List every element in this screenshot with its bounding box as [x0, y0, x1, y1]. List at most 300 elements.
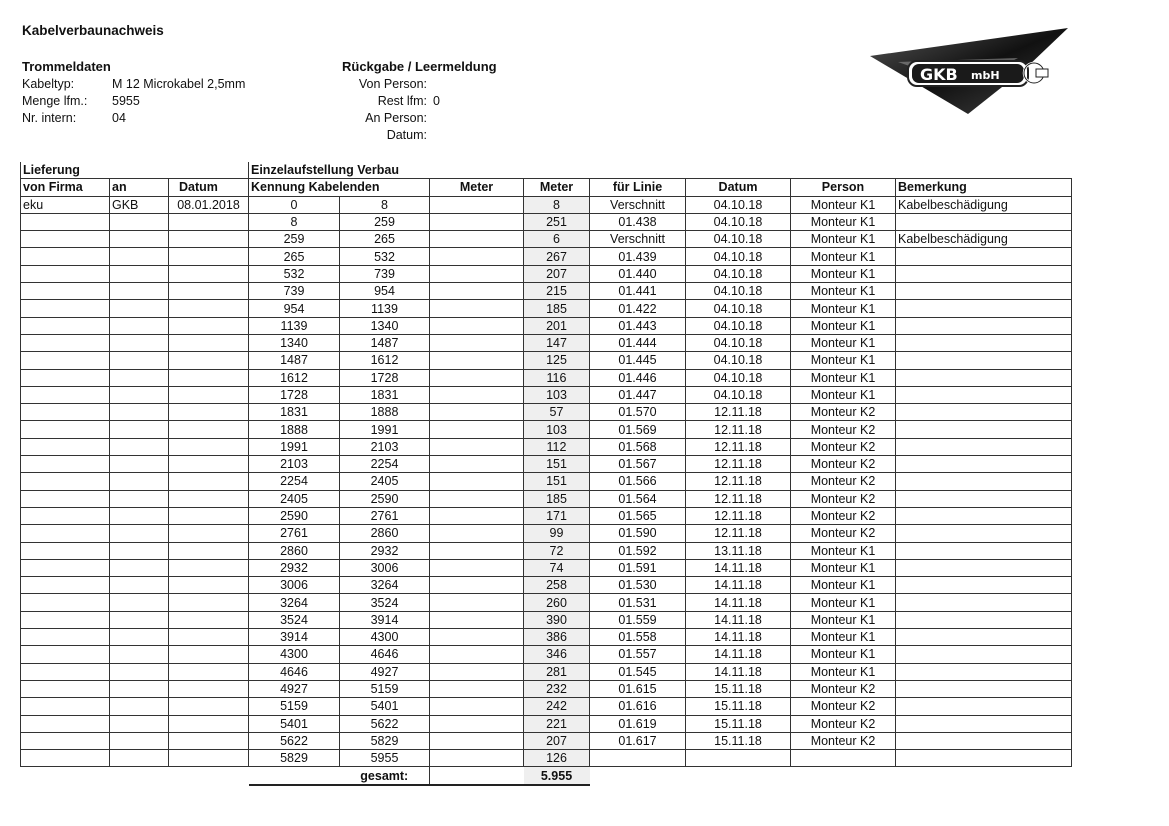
cell-kabelende-bis: 1831: [340, 386, 430, 403]
cell-bemerkung: [896, 577, 1072, 594]
cell-bemerkung: [896, 421, 1072, 438]
cell-kabelende-bis: 2405: [340, 473, 430, 490]
cell-von-firma: eku: [21, 196, 110, 213]
cell-von-firma: [21, 629, 110, 646]
cell-bemerkung: [896, 559, 1072, 576]
cell-meter: 201: [524, 317, 590, 334]
cell-an: [110, 594, 169, 611]
table-row: [21, 473, 1072, 490]
cell-von-firma: [21, 369, 110, 386]
cell-kabelende-von: 1340: [249, 334, 340, 351]
cell-datum: 12.11.18: [686, 438, 791, 455]
cell-kabelende-bis: 1888: [340, 404, 430, 421]
cell-kabelende-bis: 2103: [340, 438, 430, 455]
cell-von-firma: [21, 248, 110, 265]
cell-fuer-linie: 01.445: [590, 352, 686, 369]
field-label: Datum:: [386, 128, 427, 142]
cell-meter-1: [430, 369, 524, 386]
cell-meter: 103: [524, 421, 590, 438]
cell-kabelende-von: 4300: [249, 646, 340, 663]
cell-von-firma: [21, 213, 110, 230]
cell-kabelende-von: 1888: [249, 421, 340, 438]
cell-kabelende-bis: 1139: [340, 300, 430, 317]
cell-an: [110, 421, 169, 438]
cell-datum-lieferung: [169, 577, 249, 594]
cell-meter: 171: [524, 507, 590, 524]
cell-person: Monteur K2: [791, 456, 896, 473]
cell-meter: 99: [524, 525, 590, 542]
cell-datum: 04.10.18: [686, 300, 791, 317]
cell-fuer-linie: 01.443: [590, 317, 686, 334]
cell-kabelende-von: 2932: [249, 559, 340, 576]
cell-datum: 04.10.18: [686, 265, 791, 282]
cell-an: [110, 404, 169, 421]
cell-meter-1: [430, 715, 524, 732]
cell-meter: 74: [524, 559, 590, 576]
table-row: [21, 369, 1072, 386]
table-row: [21, 646, 1072, 663]
cell-datum-lieferung: [169, 265, 249, 282]
group-einzelaufstellung: Einzelaufstellung Verbau: [249, 162, 1072, 179]
table-body: [21, 196, 1072, 767]
cell-datum-lieferung: [169, 715, 249, 732]
cell-meter-1: [430, 404, 524, 421]
cell-an: [110, 473, 169, 490]
cell-meter-1: [430, 213, 524, 230]
cell-fuer-linie: 01.619: [590, 715, 686, 732]
table-row: [21, 317, 1072, 334]
cell-datum-lieferung: [169, 559, 249, 576]
table-row: [21, 248, 1072, 265]
cell-kabelende-bis: 4646: [340, 646, 430, 663]
cell-person: Monteur K2: [791, 715, 896, 732]
rueckgabe-fields: [342, 76, 473, 144]
column-header-row: [21, 179, 1072, 196]
trommeldaten-heading: Trommeldaten: [22, 59, 111, 74]
cell-datum-lieferung: [169, 732, 249, 749]
cell-meter: 185: [524, 300, 590, 317]
cell-fuer-linie: 01.569: [590, 421, 686, 438]
cell-datum: 12.11.18: [686, 421, 791, 438]
cell-person: Monteur K2: [791, 490, 896, 507]
cell-meter: 6: [524, 231, 590, 248]
cell-an: [110, 231, 169, 248]
table-row: [21, 680, 1072, 697]
cell-von-firma: [21, 715, 110, 732]
col-bemerkung: Bemerkung: [896, 179, 1072, 196]
field-value: 5955: [112, 94, 140, 108]
cell-meter: 185: [524, 490, 590, 507]
cell-von-firma: [21, 680, 110, 697]
cell-person: Monteur K1: [791, 629, 896, 646]
cell-kabelende-bis: 5159: [340, 680, 430, 697]
cell-meter: 8: [524, 196, 590, 213]
cell-meter-1: [430, 577, 524, 594]
gkb-logo: [868, 28, 1074, 116]
cell-kabelende-bis: 1340: [340, 317, 430, 334]
table-row: [21, 663, 1072, 680]
table-row: [21, 490, 1072, 507]
cell-datum-lieferung: [169, 698, 249, 715]
cell-von-firma: [21, 283, 110, 300]
cell-meter-1: [430, 386, 524, 403]
cell-datum: 14.11.18: [686, 559, 791, 576]
cell-meter: 72: [524, 542, 590, 559]
cell-fuer-linie: 01.615: [590, 680, 686, 697]
cell-meter: 260: [524, 594, 590, 611]
cell-kabelende-bis: 5622: [340, 715, 430, 732]
cell-datum-lieferung: [169, 525, 249, 542]
col-person: Person: [791, 179, 896, 196]
cell-bemerkung: [896, 507, 1072, 524]
cell-datum-lieferung: [169, 300, 249, 317]
cell-datum: 04.10.18: [686, 283, 791, 300]
cell-fuer-linie: 01.592: [590, 542, 686, 559]
cell-meter: 258: [524, 577, 590, 594]
field-value: 0: [433, 94, 440, 108]
cell-an: [110, 698, 169, 715]
cell-person: Monteur K1: [791, 231, 896, 248]
cell-person: Monteur K1: [791, 300, 896, 317]
cell-fuer-linie: 01.444: [590, 334, 686, 351]
cell-person: Monteur K2: [791, 680, 896, 697]
cell-fuer-linie: 01.558: [590, 629, 686, 646]
cell-kabelende-bis: 2761: [340, 507, 430, 524]
table-row: [21, 404, 1072, 421]
table-row: [21, 283, 1072, 300]
cell-von-firma: [21, 265, 110, 282]
cell-person: Monteur K1: [791, 646, 896, 663]
svg-text:GKB: GKB: [920, 65, 958, 84]
cell-an: [110, 456, 169, 473]
cell-person: Monteur K1: [791, 594, 896, 611]
cell-fuer-linie: 01.557: [590, 646, 686, 663]
cell-person: [791, 750, 896, 767]
cell-kabelende-bis: 2932: [340, 542, 430, 559]
cell-bemerkung: [896, 248, 1072, 265]
table-row: [21, 698, 1072, 715]
cell-meter: 215: [524, 283, 590, 300]
cell-datum-lieferung: [169, 248, 249, 265]
cell-datum-lieferung: [169, 646, 249, 663]
svg-text:mbH: mbH: [971, 69, 1000, 82]
cell-kabelende-bis: 259: [340, 213, 430, 230]
cell-meter-1: [430, 265, 524, 282]
cell-bemerkung: [896, 283, 1072, 300]
table-row: [21, 542, 1072, 559]
table-row: [21, 352, 1072, 369]
cell-person: Monteur K1: [791, 334, 896, 351]
col-an: an: [110, 179, 169, 196]
cell-fuer-linie: 01.438: [590, 213, 686, 230]
cell-datum-lieferung: [169, 213, 249, 230]
total-value: 5.955: [524, 767, 590, 785]
cell-an: [110, 542, 169, 559]
field-kabeltyp: [22, 76, 245, 93]
field-label: Nr. intern:: [22, 111, 77, 125]
cell-fuer-linie: 01.591: [590, 559, 686, 576]
table-row: [21, 334, 1072, 351]
cell-fuer-linie: Verschnitt: [590, 231, 686, 248]
cell-an: [110, 629, 169, 646]
cell-person: Monteur K2: [791, 438, 896, 455]
cell-datum: 14.11.18: [686, 629, 791, 646]
group-lieferung: Lieferung: [21, 162, 249, 179]
cell-datum-lieferung: [169, 317, 249, 334]
cell-von-firma: [21, 490, 110, 507]
cell-von-firma: [21, 646, 110, 663]
cell-kabelende-bis: 1612: [340, 352, 430, 369]
cell-fuer-linie: 01.446: [590, 369, 686, 386]
cell-person: Monteur K2: [791, 404, 896, 421]
cell-an: [110, 317, 169, 334]
cell-person: Monteur K1: [791, 352, 896, 369]
cell-meter: 207: [524, 265, 590, 282]
cell-meter: 151: [524, 473, 590, 490]
cell-an: [110, 577, 169, 594]
table-row: [21, 559, 1072, 576]
cell-meter-1: [430, 629, 524, 646]
cell-datum-lieferung: [169, 404, 249, 421]
cell-datum: 04.10.18: [686, 369, 791, 386]
cell-kabelende-bis: 954: [340, 283, 430, 300]
cell-von-firma: [21, 663, 110, 680]
cell-meter-1: [430, 283, 524, 300]
cell-kabelende-bis: 4300: [340, 629, 430, 646]
cell-bemerkung: [896, 334, 1072, 351]
cell-von-firma: [21, 334, 110, 351]
cell-von-firma: [21, 577, 110, 594]
cell-datum-lieferung: [169, 542, 249, 559]
cell-person: Monteur K1: [791, 248, 896, 265]
cell-kabelende-von: 2590: [249, 507, 340, 524]
gkb-logo-icon: [868, 28, 1074, 116]
table-row: [21, 594, 1072, 611]
cell-fuer-linie: 01.568: [590, 438, 686, 455]
cell-an: [110, 732, 169, 749]
cell-meter: 207: [524, 732, 590, 749]
cell-an: [110, 265, 169, 282]
table-row: [21, 300, 1072, 317]
cell-person: Monteur K1: [791, 611, 896, 628]
cell-fuer-linie: 01.439: [590, 248, 686, 265]
rueckgabe-heading: Rückgabe / Leermeldung: [342, 59, 497, 74]
cell-person: Monteur K2: [791, 507, 896, 524]
cell-fuer-linie: 01.565: [590, 507, 686, 524]
cell-an: [110, 490, 169, 507]
field-rest-lfm: [342, 93, 473, 110]
cell-meter-1: [430, 196, 524, 213]
table-row: [21, 265, 1072, 282]
cell-kabelende-bis: 3006: [340, 559, 430, 576]
table-row: [21, 611, 1072, 628]
cell-bemerkung: [896, 404, 1072, 421]
cell-person: Monteur K1: [791, 213, 896, 230]
cell-datum-lieferung: [169, 386, 249, 403]
table-row: [21, 750, 1072, 767]
cell-von-firma: [21, 300, 110, 317]
cell-bemerkung: [896, 594, 1072, 611]
cell-fuer-linie: 01.545: [590, 663, 686, 680]
cell-von-firma: [21, 525, 110, 542]
cell-datum-lieferung: [169, 438, 249, 455]
cell-kabelende-bis: 3524: [340, 594, 430, 611]
cell-datum: 04.10.18: [686, 231, 791, 248]
table-row: [21, 715, 1072, 732]
cell-meter-1: [430, 231, 524, 248]
table-row: [21, 386, 1072, 403]
cell-meter-1: [430, 490, 524, 507]
cell-kabelende-von: 2405: [249, 490, 340, 507]
cell-meter-1: [430, 611, 524, 628]
cell-bemerkung: [896, 629, 1072, 646]
cell-kabelende-von: 532: [249, 265, 340, 282]
cell-fuer-linie: 01.590: [590, 525, 686, 542]
cell-datum-lieferung: [169, 611, 249, 628]
cell-person: Monteur K1: [791, 663, 896, 680]
cell-bemerkung: [896, 750, 1072, 767]
cell-meter-1: [430, 663, 524, 680]
cell-datum-lieferung: [169, 369, 249, 386]
kabelverbau-table: [20, 162, 1072, 786]
cell-kabelende-bis: 265: [340, 231, 430, 248]
cell-bemerkung: Kabelbeschädigung: [896, 196, 1072, 213]
cell-bemerkung: [896, 352, 1072, 369]
cell-meter-1: [430, 334, 524, 351]
cell-kabelende-bis: 532: [340, 248, 430, 265]
cell-meter-1: [430, 507, 524, 524]
cell-person: Monteur K1: [791, 369, 896, 386]
table-row: [21, 438, 1072, 455]
cell-fuer-linie: 01.566: [590, 473, 686, 490]
cell-kabelende-von: 1139: [249, 317, 340, 334]
field-von-person: [342, 76, 473, 93]
cell-von-firma: [21, 421, 110, 438]
cell-datum: 04.10.18: [686, 352, 791, 369]
cell-person: Monteur K1: [791, 196, 896, 213]
cell-kabelende-bis: 5955: [340, 750, 430, 767]
cell-kabelende-bis: 2860: [340, 525, 430, 542]
col-kennung-kabelenden: Kennung Kabelenden: [249, 179, 430, 196]
cell-fuer-linie: 01.617: [590, 732, 686, 749]
cell-bemerkung: [896, 715, 1072, 732]
cell-kabelende-bis: 8: [340, 196, 430, 213]
cell-von-firma: [21, 473, 110, 490]
cell-fuer-linie: 01.570: [590, 404, 686, 421]
cell-kabelende-bis: 2254: [340, 456, 430, 473]
field-label: Menge lfm.:: [22, 94, 88, 108]
col-datum-verbau: Datum: [686, 179, 791, 196]
trommeldaten-fields: [22, 76, 245, 127]
cell-kabelende-von: 954: [249, 300, 340, 317]
cell-meter-1: [430, 456, 524, 473]
cell-datum: 12.11.18: [686, 404, 791, 421]
cell-kabelende-von: 3914: [249, 629, 340, 646]
cell-person: Monteur K1: [791, 265, 896, 282]
cell-von-firma: [21, 352, 110, 369]
cell-von-firma: [21, 231, 110, 248]
cell-meter-1: [430, 317, 524, 334]
cell-bemerkung: [896, 732, 1072, 749]
cell-kabelende-bis: 5401: [340, 698, 430, 715]
total-label: gesamt:: [340, 767, 430, 785]
cell-datum: 13.11.18: [686, 542, 791, 559]
cell-kabelende-von: 8: [249, 213, 340, 230]
cell-fuer-linie: 01.567: [590, 456, 686, 473]
cell-meter-1: [430, 680, 524, 697]
cell-person: Monteur K1: [791, 386, 896, 403]
cell-kabelende-von: 5159: [249, 698, 340, 715]
cell-meter: 112: [524, 438, 590, 455]
cell-meter: 103: [524, 386, 590, 403]
cell-datum: 12.11.18: [686, 525, 791, 542]
cell-fuer-linie: [590, 750, 686, 767]
cell-meter: 151: [524, 456, 590, 473]
cell-datum: 14.11.18: [686, 646, 791, 663]
cell-datum: 15.11.18: [686, 732, 791, 749]
cell-fuer-linie: Verschnitt: [590, 196, 686, 213]
cell-datum-lieferung: [169, 352, 249, 369]
table-row: [21, 231, 1072, 248]
cell-datum: 14.11.18: [686, 577, 791, 594]
cell-datum-lieferung: [169, 231, 249, 248]
cell-datum: 12.11.18: [686, 473, 791, 490]
cell-kabelende-von: 1612: [249, 369, 340, 386]
cell-datum-lieferung: [169, 680, 249, 697]
field-menge: [22, 93, 245, 110]
cell-meter-1: [430, 248, 524, 265]
field-an-person: [342, 110, 473, 127]
cell-datum: 04.10.18: [686, 317, 791, 334]
cell-an: [110, 352, 169, 369]
cell-meter-1: [430, 525, 524, 542]
cell-an: [110, 611, 169, 628]
cell-an: [110, 213, 169, 230]
cell-von-firma: [21, 386, 110, 403]
cell-meter: 232: [524, 680, 590, 697]
cell-fuer-linie: 01.447: [590, 386, 686, 403]
cell-meter-1: [430, 421, 524, 438]
cell-bemerkung: [896, 663, 1072, 680]
cell-kabelende-bis: 5829: [340, 732, 430, 749]
total-row: [21, 767, 1072, 785]
cell-kabelende-bis: 4927: [340, 663, 430, 680]
cell-bemerkung: [896, 386, 1072, 403]
cell-an: [110, 334, 169, 351]
cell-an: [110, 248, 169, 265]
cell-von-firma: [21, 594, 110, 611]
cell-datum-lieferung: [169, 490, 249, 507]
cell-datum: 14.11.18: [686, 611, 791, 628]
cell-an: [110, 369, 169, 386]
cell-datum: 14.11.18: [686, 594, 791, 611]
cell-an: [110, 559, 169, 576]
cell-fuer-linie: 01.559: [590, 611, 686, 628]
cell-datum-lieferung: [169, 663, 249, 680]
cell-bemerkung: [896, 525, 1072, 542]
cell-meter-1: [430, 300, 524, 317]
cell-datum-lieferung: [169, 421, 249, 438]
cell-meter: 386: [524, 629, 590, 646]
cell-kabelende-bis: 2590: [340, 490, 430, 507]
cell-person: Monteur K1: [791, 542, 896, 559]
cell-meter-1: [430, 438, 524, 455]
cell-kabelende-bis: 3264: [340, 577, 430, 594]
cell-meter: 281: [524, 663, 590, 680]
cell-kabelende-bis: 1728: [340, 369, 430, 386]
cell-datum: 12.11.18: [686, 456, 791, 473]
cell-datum-lieferung: [169, 594, 249, 611]
